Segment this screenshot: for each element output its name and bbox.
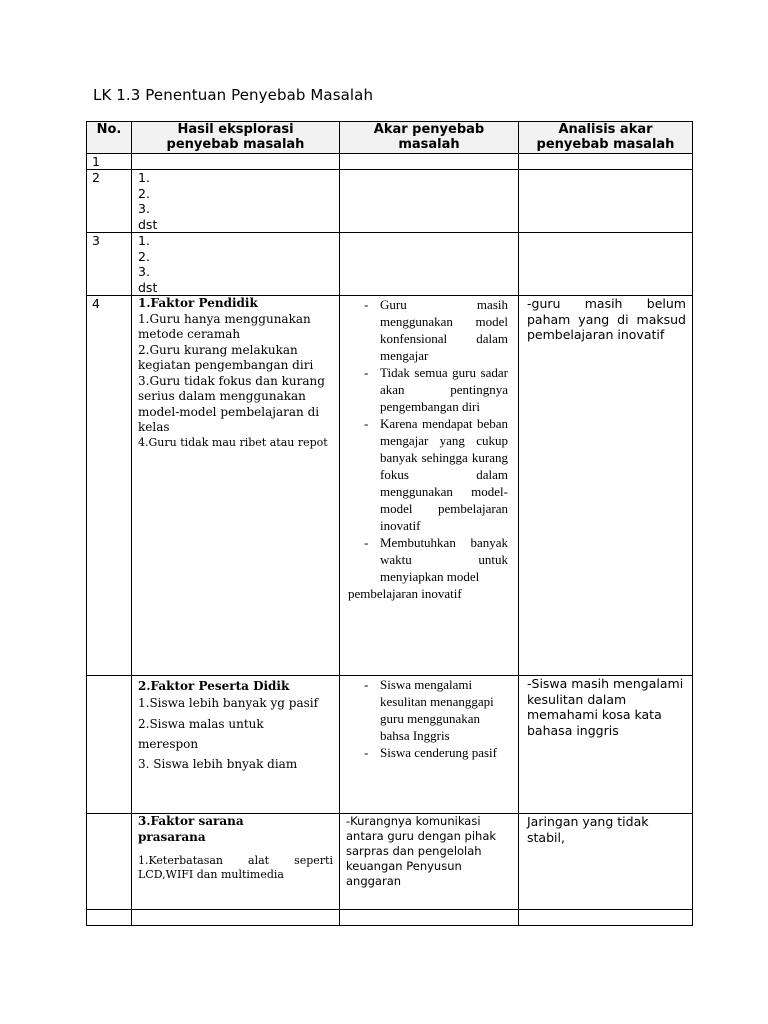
analysis-text: -Siswa masih mengalami kesulitan dalam memahami kosa kata bahasa inggris	[527, 676, 684, 738]
row7-akar-cell	[340, 910, 519, 926]
row3-hasil-cell	[132, 233, 340, 296]
list-item: 2.Guru kurang melakukan kegiatan pengembangan diri	[138, 342, 314, 372]
list-item: 3. Siswa lebih bnyak diam	[138, 757, 298, 771]
row7-hasil-cell	[132, 910, 340, 926]
list-item: - Karena mendapat beban mengajar yang cukup banyak sehingga kurang fokus dalam menggunakan model-model pembelajaran inovatif	[364, 416, 508, 533]
row1-analisis-cell	[519, 154, 693, 170]
dash-bullet: -	[364, 745, 369, 760]
header-akar	[340, 122, 519, 154]
list-item: 2.	[138, 248, 150, 264]
row4-no-cell	[87, 296, 132, 676]
list-item: - Siswa mengalami kesulitan menanggapi guru menggunakan bahsa Inggris	[364, 677, 494, 743]
row-number: 4	[92, 296, 100, 311]
list-item: 3.	[138, 264, 150, 279]
table-row	[87, 233, 693, 296]
row4-analisis-cell	[519, 296, 693, 676]
table-row	[87, 296, 693, 676]
row5-analisis-cell	[519, 676, 693, 814]
row4-akar-cell	[340, 296, 519, 676]
list-item: - Siswa cenderung pasif	[364, 745, 497, 760]
row5-akar-cell	[340, 676, 519, 814]
table-row	[87, 154, 693, 170]
problem-cause-table	[86, 121, 693, 926]
table-row	[87, 910, 693, 926]
analysis-text: Jaringan yang tidak stabil,	[527, 814, 649, 845]
dash-bullet: -	[364, 416, 369, 431]
row4-hasil-cell	[132, 296, 340, 676]
root-cause-text: -Kurangnya komunikasi antara guru dengan pihak sarpras dan pengelolah keuangan Penyusun anggaran	[346, 814, 497, 888]
list-item: dst	[138, 279, 158, 295]
row-number: 3	[92, 233, 100, 248]
row5-hasil-cell	[132, 676, 340, 814]
list-item: 1.	[138, 233, 150, 248]
row7-no-cell	[87, 910, 132, 926]
list-item: 1.Guru hanya menggunakan metode ceramah	[138, 311, 311, 341]
list-item: 4.Guru tidak mau ribet atau repot	[138, 435, 328, 449]
row-number: 1	[92, 154, 100, 169]
list-item: 1.Keterbatasan alat seperti LCD,WIFI dan multimedia	[138, 854, 333, 881]
row6-hasil-cell	[132, 814, 340, 910]
row5-no-cell	[87, 676, 132, 814]
list-item: 2.	[138, 185, 150, 201]
row2-no-cell	[87, 170, 132, 233]
row1-akar-cell	[340, 154, 519, 170]
dash-bullet: -	[364, 535, 369, 550]
header-analisis	[519, 122, 693, 154]
row6-analisis-cell	[519, 814, 693, 910]
row6-akar-cell	[340, 814, 519, 910]
row6-no-cell	[87, 814, 132, 910]
table-row	[87, 170, 693, 233]
row-number: 2	[92, 170, 100, 185]
document-title: LK 1.3 Penentuan Penyebab Masalah	[93, 86, 374, 104]
row3-analisis-cell	[519, 233, 693, 296]
header-hasil-text: Hasil eksplorasi penyebab masalah	[166, 122, 305, 152]
list-item: 3.Guru tidak fokus dan kurang serius dalam menggunakan model-model pembelajaran di kelas	[138, 373, 325, 434]
dash-bullet: -	[364, 677, 369, 692]
header-analisis-text: Analisis akar penyebab masalah	[536, 122, 675, 152]
analysis-text: -guru masih belum paham yang di maksud pembelajaran inovatif	[527, 296, 686, 342]
factor-heading: 1.Faktor Pendidik	[138, 296, 258, 310]
list-item: - Tidak semua guru sadar akan pentingnya pengembangan diri	[364, 365, 508, 414]
list-item: 1.Siswa lebih banyak yg pasif	[138, 696, 319, 710]
list-item: 2.Siswa malas untuk merespon	[138, 717, 264, 751]
dash-bullet: -	[364, 365, 369, 380]
table-row	[87, 676, 693, 814]
row2-akar-cell	[340, 170, 519, 233]
row3-akar-cell	[340, 233, 519, 296]
table-header-row	[87, 122, 693, 154]
list-item-continuation: pembelajaran inovatif	[348, 586, 462, 601]
row2-analisis-cell	[519, 170, 693, 233]
row1-no-cell	[87, 154, 132, 170]
list-item: 3.	[138, 201, 150, 216]
header-no: No.	[87, 122, 132, 154]
list-item: 1.	[138, 170, 150, 185]
row3-no-cell	[87, 233, 132, 296]
list-item: dst	[138, 216, 158, 232]
table-row	[87, 814, 693, 910]
factor-heading: 2.Faktor Peserta Didik	[138, 679, 290, 693]
list-item: - Guru masih menggunakan model konfensional dalam mengajar	[364, 297, 508, 363]
header-hasil	[132, 122, 340, 154]
row2-hasil-cell	[132, 170, 340, 233]
factor-heading: 3.Faktor sarana prasarana	[138, 814, 244, 844]
header-akar-text: Akar penyebab masalah	[373, 122, 485, 152]
row7-analisis-cell	[519, 910, 693, 926]
list-item: - Membutuhkan banyak waktu untuk menyiapkan model	[364, 535, 508, 584]
dash-bullet: -	[364, 297, 369, 312]
row1-hasil-cell	[132, 154, 340, 170]
